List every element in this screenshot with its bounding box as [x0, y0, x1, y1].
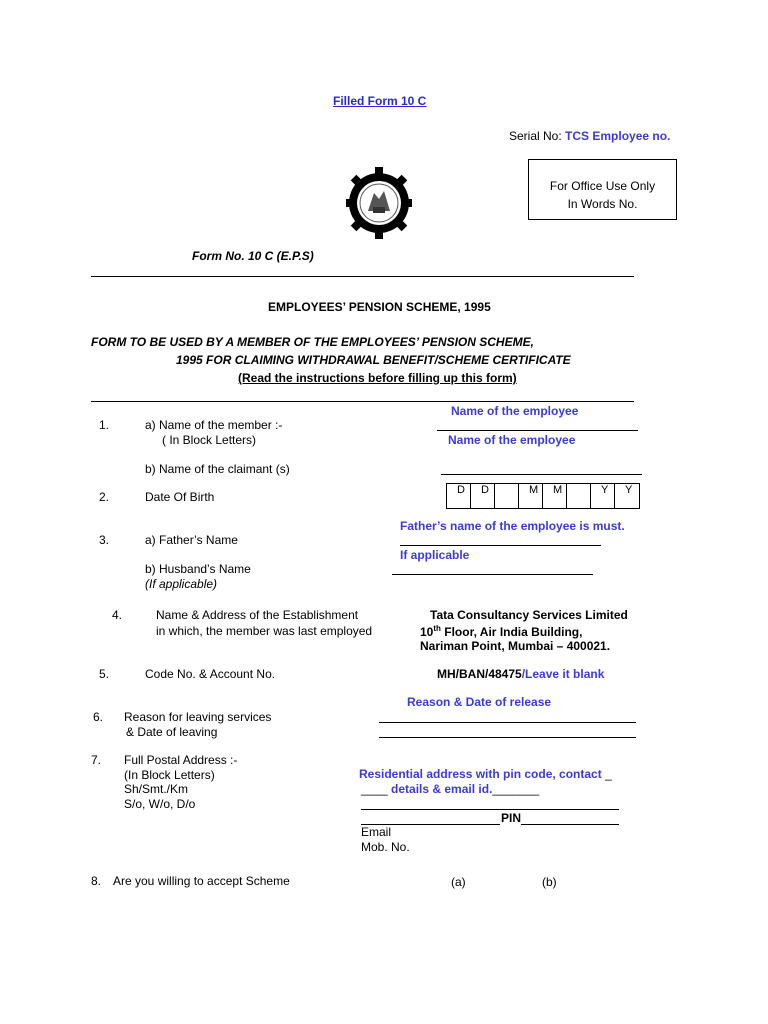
epfo-emblem-icon: [346, 163, 412, 243]
dob-cell[interactable]: M: [543, 484, 567, 508]
leaving-reason-field[interactable]: [379, 722, 636, 723]
option-a[interactable]: (a): [451, 875, 466, 889]
serial-value: TCS Employee no.: [565, 129, 671, 143]
office-use-line1: For Office Use Only: [549, 179, 656, 193]
member-name-value: Name of the employee: [448, 433, 576, 447]
postal-address-sublabel: (In Block Letters): [124, 768, 215, 782]
code-account-label: Code No. & Account No.: [145, 667, 276, 681]
option-b[interactable]: (b): [542, 875, 557, 889]
establishment-name: Tata Consultancy Services Limited: [430, 608, 628, 622]
dob-grid[interactable]: [446, 483, 640, 509]
separator-line: [91, 401, 634, 402]
office-use-box: [528, 159, 677, 220]
address-instruction-1: Residential address with pin code, contact: [359, 767, 602, 781]
pin-label: PIN: [501, 811, 522, 825]
item-7-number: 7.: [91, 753, 102, 767]
postal-address-label: Full Postal Address :-: [124, 753, 238, 767]
claimant-name-field[interactable]: [441, 474, 642, 475]
father-name-field[interactable]: [400, 545, 601, 546]
member-name-field[interactable]: [437, 430, 638, 431]
item-5-number: 5.: [99, 667, 110, 681]
dob-cell[interactable]: [567, 484, 591, 508]
establishment-address-2: Nariman Point, Mumbai – 400021.: [420, 639, 611, 653]
husband-name-label: b) Husband’s Name: [145, 562, 251, 576]
address-line-field[interactable]: [361, 809, 619, 810]
separator-line: [91, 276, 634, 277]
leaving-date-field[interactable]: [379, 737, 636, 738]
item-1-number: 1.: [99, 418, 110, 432]
purpose-line-2: 1995 FOR CLAIMING WITHDRAWAL BENEFIT/SCHEME CERTIFICATE: [176, 353, 571, 367]
item-8-number: 8.: [91, 874, 102, 888]
postal-address-value-2: ____ details & email id._______: [361, 782, 540, 796]
code-account-number: MH/BAN/48475: [437, 667, 522, 681]
item-2-number: 2.: [99, 490, 110, 504]
serial-label: Serial No:: [509, 129, 562, 143]
mobile-label: Mob. No.: [361, 840, 410, 854]
form-number: Form No. 10 C (E.P.S): [192, 249, 314, 263]
member-name-sublabel: ( In Block Letters): [162, 433, 257, 447]
establishment-label-1: Name & Address of the Establishment: [156, 608, 359, 622]
husband-name-sublabel: (If applicable): [145, 577, 218, 591]
item-6-number: 6.: [93, 710, 104, 724]
email-label: Email: [361, 825, 392, 839]
leaving-reason-label: Reason for leaving services: [124, 710, 272, 724]
relation-label: S/o, W/o, D/o: [124, 797, 196, 811]
dob-cell[interactable]: Y: [591, 484, 615, 508]
dob-cell[interactable]: D: [447, 484, 471, 508]
instructions-note: (Read the instructions before filling up this form): [238, 371, 517, 385]
husband-name-value: If applicable: [400, 548, 470, 562]
item-3-number: 3.: [99, 533, 110, 547]
dob-cell[interactable]: M: [519, 484, 543, 508]
dob-label: Date Of Birth: [145, 490, 215, 504]
father-name-value: Father’s name of the employee is must.: [400, 519, 625, 533]
father-name-label: a) Father’s Name: [145, 533, 238, 547]
leaving-reason-value: Reason & Date of release: [407, 695, 552, 709]
salutation-label: Sh/Smt./Km: [124, 782, 189, 796]
address-instruction-2: details & email id.: [391, 782, 493, 796]
dob-cell[interactable]: D: [471, 484, 495, 508]
form-title-link[interactable]: Filled Form 10 C: [333, 94, 427, 108]
dob-cell[interactable]: Y: [625, 484, 633, 496]
office-use-line2: In Words No.: [567, 197, 638, 211]
establishment-label-2: in which, the member was last employed: [156, 624, 373, 638]
claimant-name-label: b) Name of the claimant (s): [145, 462, 290, 476]
floor-number: 10: [420, 625, 434, 639]
floor-building: Floor, Air India Building,: [440, 625, 583, 639]
scheme-title: EMPLOYEES’ PENSION SCHEME, 1995: [268, 300, 491, 314]
code-account-value: [437, 667, 604, 681]
purpose-line-1: FORM TO BE USED BY A MEMBER OF THE EMPLOYEES’ PENSION SCHEME,: [91, 335, 534, 349]
floor-suffix: th: [433, 624, 441, 633]
member-name-label: a) Name of the member :-: [145, 418, 283, 432]
accept-scheme-label: Are you willing to accept Scheme: [113, 874, 290, 888]
leaving-date-label: & Date of leaving: [126, 725, 218, 739]
dob-cell[interactable]: [495, 484, 519, 508]
serial-number: [509, 129, 670, 143]
item-4-number: 4.: [112, 608, 123, 622]
establishment-address-1: [420, 624, 582, 639]
code-account-note: /Leave it blank: [521, 667, 605, 681]
postal-address-value-1: Residential address with pin code, contact _: [359, 767, 612, 781]
pin-field[interactable]: [521, 824, 619, 825]
husband-name-field[interactable]: [392, 574, 593, 575]
member-name-value-top: Name of the employee: [451, 404, 579, 418]
